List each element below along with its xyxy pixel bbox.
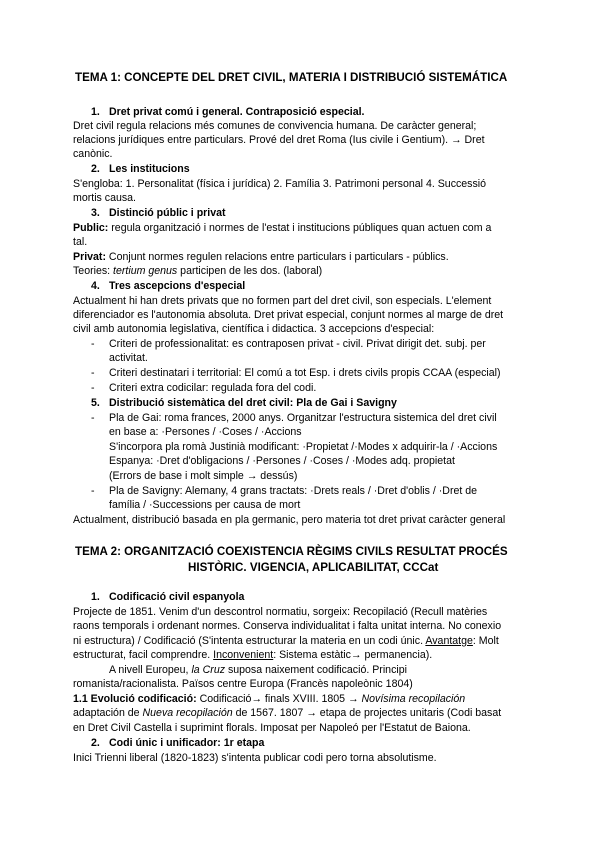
s3-teories-line <box>73 264 322 278</box>
s2-line-2: mortis causa. <box>73 192 136 204</box>
s1-line-3: canònic. <box>73 148 113 160</box>
s3-heading: Distinció públic i privat <box>109 207 226 219</box>
t2-s1-line-4b: : Sistema estàtic→ permanencia). <box>273 649 433 661</box>
t2-s1-line-4a: estructurat, facil comprendre. <box>73 649 214 661</box>
s11-b2: de 1567. 1807 → etapa de projectes unitaris (Codi basat <box>232 707 502 719</box>
s4-line-1: Actualment hi han drets privats que no formen part del dret civil, son especials. L'element <box>73 295 492 307</box>
s4-line-2: diferenciador es l'autonomia absoluta. Dret privat especial, conjunt normes al marge de dret <box>73 309 504 321</box>
t2-s1-line-2: raons temporals i ordenant normes. Conserva individualitat i falta unitat interna. No conexio <box>73 620 502 632</box>
s4-bullet-2: Criteri destinatari i territorial: El comú a tot Esp. i drets civils propis CCAA (especial) <box>109 367 501 379</box>
s5-savigny-2: família / ·Successions per causa de mort <box>109 499 301 511</box>
t2-s1-line-5a: A nivell Europeu, <box>109 664 192 676</box>
t2-s1-line-5b: suposa naixement codificació. Principi <box>225 664 407 676</box>
s4-dash-2: - <box>91 367 95 379</box>
t2-s11-line-2 <box>73 706 501 720</box>
t2-s1-line-5 <box>109 663 407 677</box>
inconvenient-label: Inconvenient <box>213 649 274 661</box>
s2-line-1: S'engloba: 1. Personalitat (física i jurídica) 2. Família 3. Patrimoni personal 4. Successió <box>73 178 487 190</box>
t2-s2-num: 2. <box>91 737 100 749</box>
s4-num: 4. <box>91 280 100 292</box>
s4-bullet-3: Criteri extra codicilar: regulada fora del codi. <box>109 382 317 394</box>
s5-gai-1: Pla de Gai: roma frances, 2000 anys. Organitzar l'estructura sistemica del dret civil <box>109 412 497 424</box>
s11-label: 1.1 Evolució codificació: <box>73 693 197 705</box>
s3-public-line <box>73 221 491 235</box>
s4-bullet-1b: activitat. <box>109 352 148 364</box>
s11-italic-2: Nueva recopilación <box>142 707 233 719</box>
t2-s1-line-1: Projecte de 1851. Venim d'un descontrol normatiu, sorgeix: Recopilació (Recull matèries <box>73 606 488 618</box>
s11-b1: adaptación de <box>73 707 143 719</box>
s4-dash-3: - <box>91 382 95 394</box>
privat-text: Conjunt normes regulen relacions entre particulars i particulars - públics. <box>105 251 449 263</box>
s11-italic: Novísima recopilación <box>361 693 466 705</box>
t2-s1-line-3b: : Molt <box>472 635 499 647</box>
s5-dash-1: - <box>91 412 95 424</box>
s11-a: Codificació→ finals XVIII. 1805 → <box>196 693 362 705</box>
t2-s2-heading: Codi únic i unificador: 1r etapa <box>109 737 265 749</box>
s2-heading: Les institucions <box>109 163 190 175</box>
t2-s1-line-3a: ni estructura) / Codificació (S'intenta estructurar la materia en un codi únic. <box>73 635 426 647</box>
s5-gai-5: (Errors de base i molt simple → dessús) <box>109 470 298 482</box>
s5-dash-2: - <box>91 485 95 497</box>
t2-s1-line-4 <box>73 648 432 662</box>
la-cruz: la Cruz <box>191 664 226 676</box>
s5-closing: Actualment, distribució basada en pla germanic, pero materia tot dret privat caràcter general <box>73 514 506 526</box>
s5-num: 5. <box>91 397 100 409</box>
teories-b: participen de les dos. (laboral) <box>177 265 323 277</box>
s1-num: 1. <box>91 106 100 118</box>
t2-s1-line-3 <box>73 634 499 648</box>
s5-gai-3: S'incorpora pla romà Justinià modificant: ·Propietat /·Modes x adquirir-la / ·Accions <box>109 441 498 453</box>
tema1-title: TEMA 1: CONCEPTE DEL DRET CIVIL, MATERIA I DISTRIBUCIÓ SISTEMÁTICA <box>75 71 508 84</box>
tema2-title-1: TEMA 2: ORGANITZACIÓ COEXISTENCIA RÈGIMS CIVILS RESULTAT PROCÉS <box>75 545 508 558</box>
s4-heading: Tres ascepcions d'especial <box>109 280 246 292</box>
s5-savigny-1: Pla de Savigny: Alemany, 4 grans tractats: ·Drets reals / ·Dret d'oblis / ·Dret de <box>109 485 478 497</box>
s1-heading: Dret privat comú i general. Contraposició especial. <box>109 106 365 118</box>
s3-privat-line <box>73 250 449 264</box>
s5-gai-2: en base a: ·Persones / ·Coses / ·Accions <box>109 426 302 438</box>
s5-heading: Distribució sistemàtica del dret civil: Pla de Gai i Savigny <box>109 397 397 409</box>
s3-public-cont: tal. <box>73 236 88 248</box>
s2-num: 2. <box>91 163 100 175</box>
public-label: Public: <box>73 222 109 234</box>
s1-line-2: relacions jurídiques entre particulars. Prové del dret Roma (Ius civile i Gentium). → Dret <box>73 134 485 146</box>
s4-line-3: civil amb autonomia legislativa, científica i didactica. 3 accepcions d'especial: <box>73 323 435 335</box>
s4-dash-1: - <box>91 338 95 350</box>
t2-s1-heading: Codificació civil espanyola <box>109 591 245 603</box>
public-text: regula organització i normes de l'estat i institucions públiques quan actuen com a <box>108 222 492 234</box>
t2-s1-line-6: romanista/racionalista. Països centre Europa (Francès napoleònic 1804) <box>73 678 413 690</box>
s5-gai-4: Espanya: ·Dret d'obligacions / ·Persones / ·Coses / ·Modes adq. propietat <box>109 455 455 467</box>
tema2-title-2: HISTÒRIC. VIGENCIA, APLICABILITAT, CCCat <box>188 561 439 574</box>
s4-bullet-1a: Criteri de professionalitat: es contraposen privat - civil. Privat dirigit det. subj. per <box>109 338 486 350</box>
avantatge-label: Avantatge <box>425 635 473 647</box>
t2-s11-line-1 <box>73 692 465 706</box>
privat-label: Privat: <box>73 251 106 263</box>
teories-italic: tertium genus <box>113 265 178 277</box>
s1-line-1: Dret civil regula relacions més comunes de convivencia humana. De caràcter general; <box>73 120 477 132</box>
t2-s11-line-3: en Dret Civil Castella i suprimint florals. Imposat per Napoleó per l'Estatut de Baiona. <box>73 722 471 734</box>
teories-a: Teories: <box>73 265 114 277</box>
t2-s1-num: 1. <box>91 591 100 603</box>
t2-s2-line-1: Inici Trienni liberal (1820-1823) s'intenta publicar codi pero torna absolutisme. <box>73 752 437 764</box>
s3-num: 3. <box>91 207 100 219</box>
